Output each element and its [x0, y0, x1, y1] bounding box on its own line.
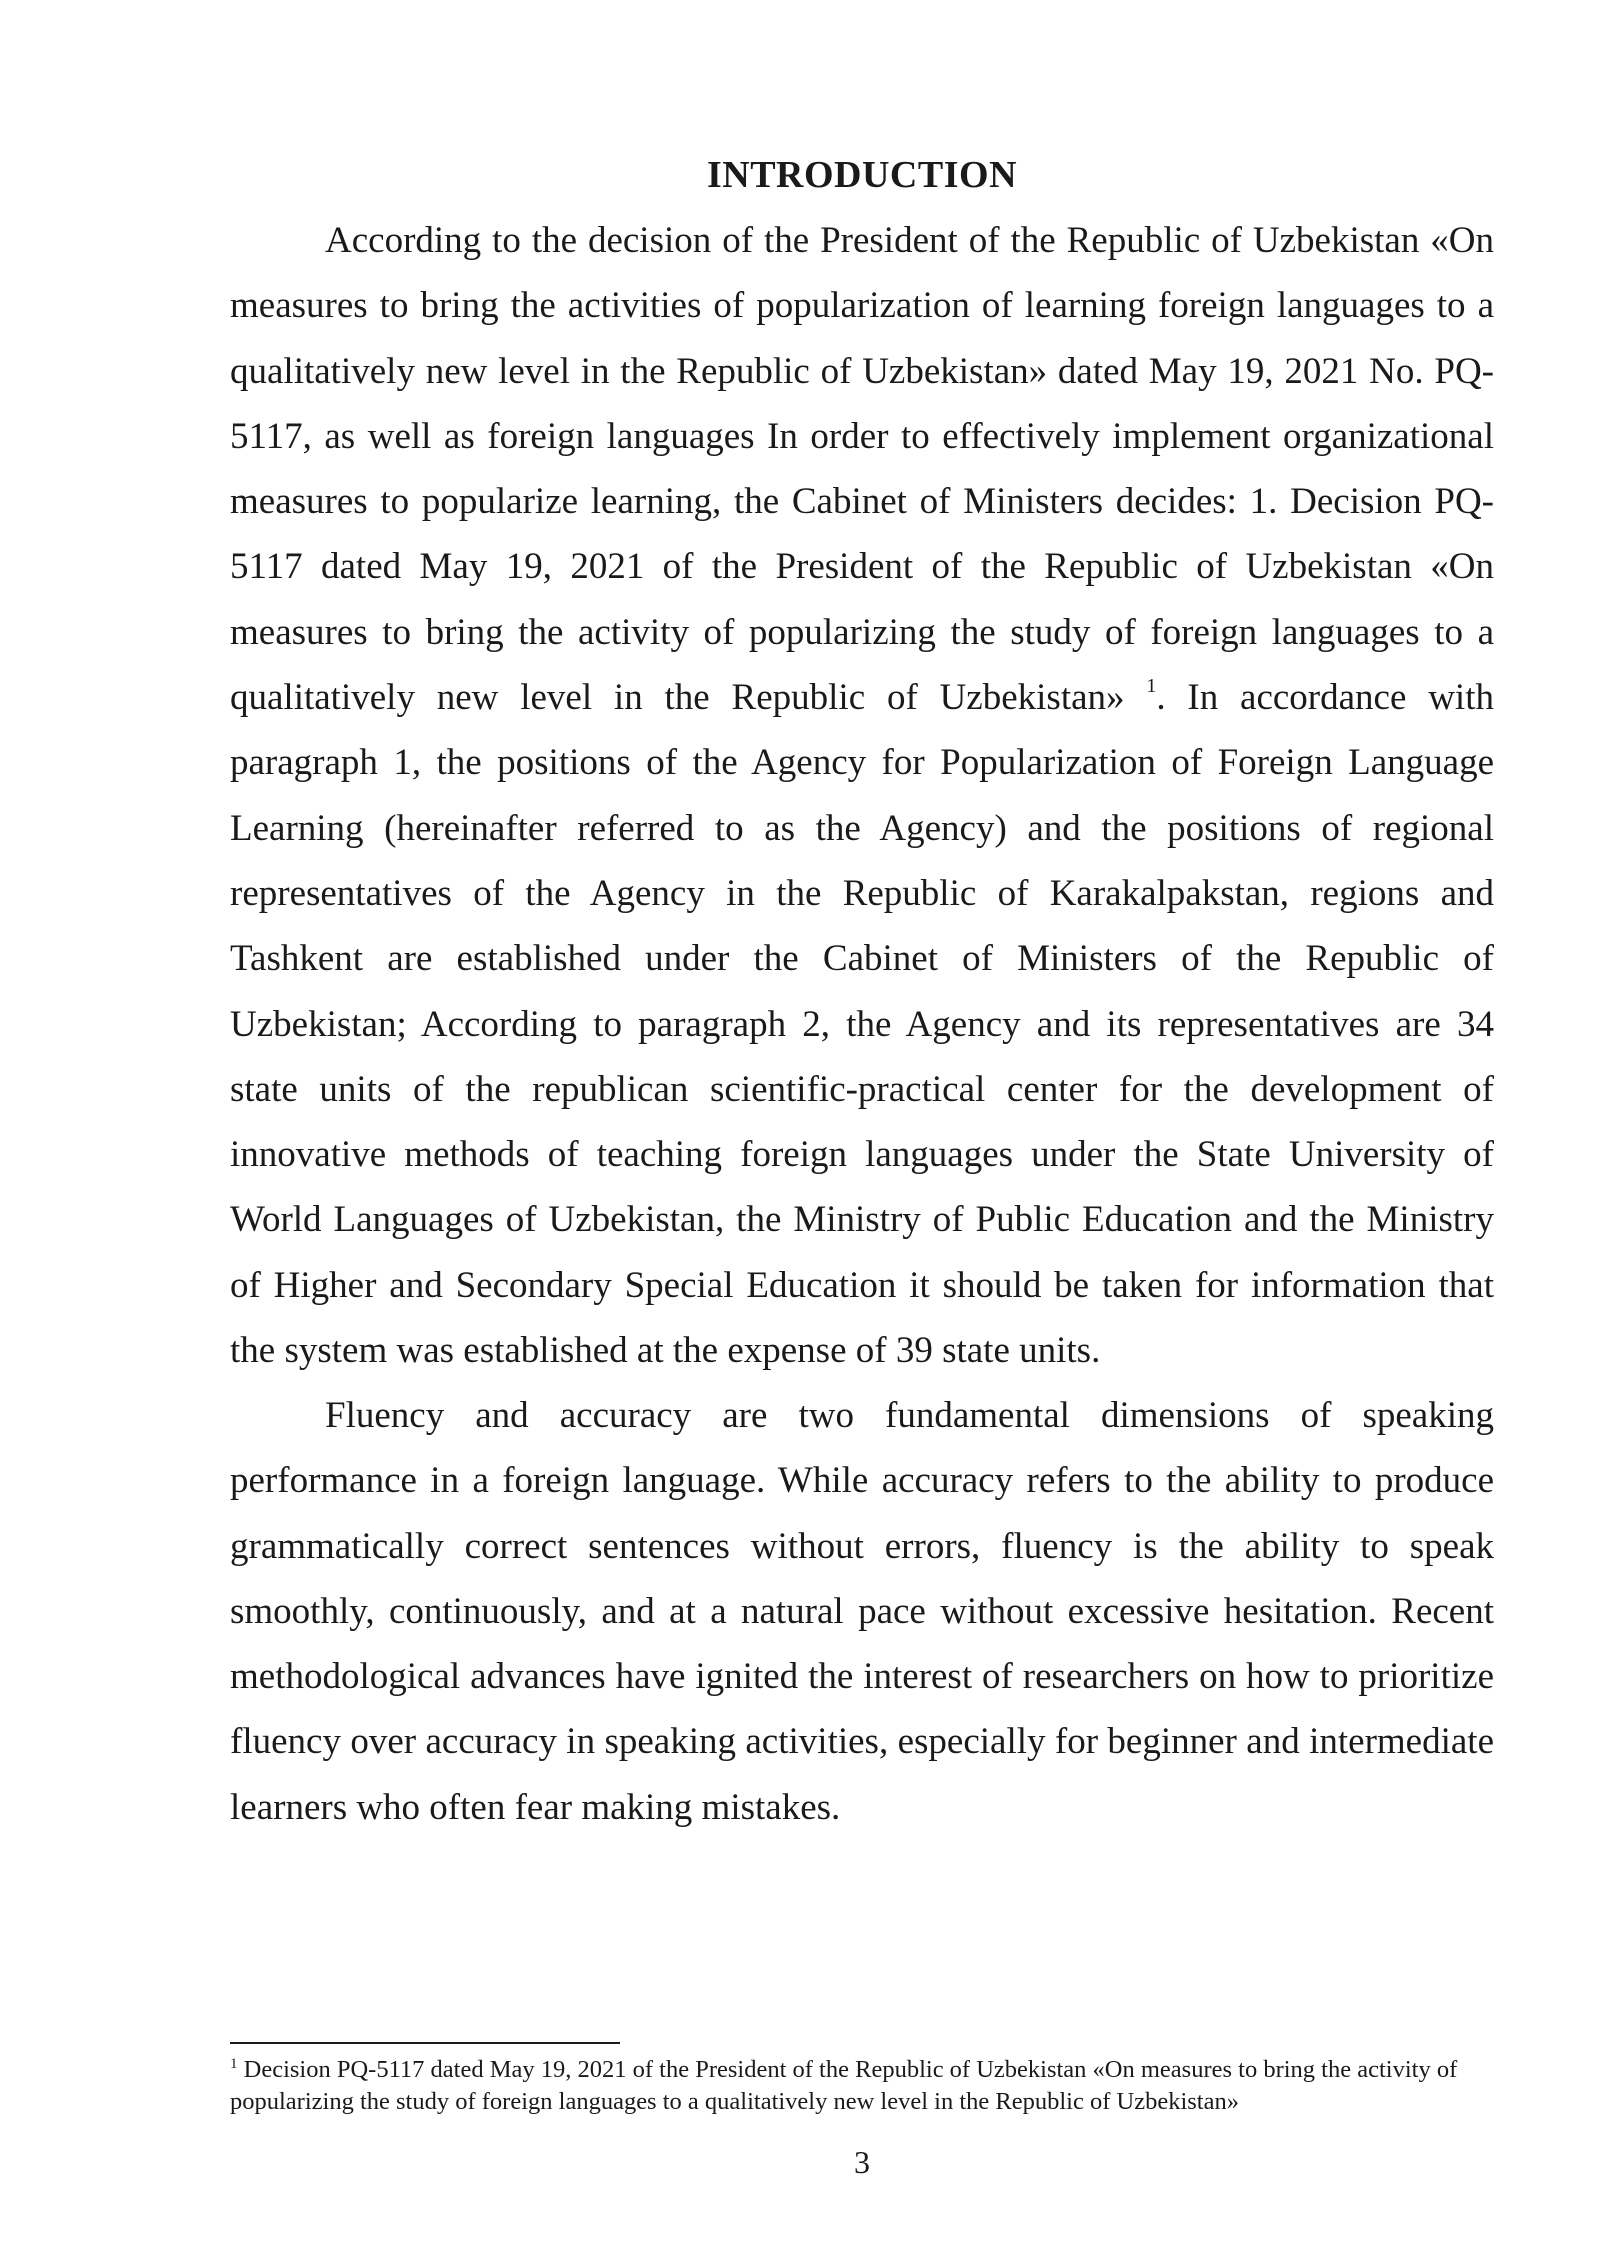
footnote-reference[interactable]: 1 [1146, 674, 1157, 697]
paragraph-1-text-continued: . In accordance with paragraph 1, the positions of the Agency for Popularization of Foreign Language Learning (hereinafter referred to as the Agency) and the positions of regional representatives of the Agency in the Republic of Karakalpakstan, regions and Tashkent are established under the Cabinet of Ministers of the Republic of Uzbekistan; According to paragraph 2, the Agency and its representatives are 34 state units of the republican scientific-practical center for the development of innovative methods of teaching foreign languages under the State University of World Languages of Uzbekistan, the Ministry of Public Education and the Ministry of Higher and Secondary Special Education it should be taken for information that the system was established at the expense of 39 state units. [230, 677, 1494, 1372]
footnote [230, 2054, 1494, 2118]
page-number: 3 [854, 2144, 870, 2180]
paragraph-2-text: Fluency and accuracy are two fundamental dimensions of speaking performance in a foreign language. While accuracy refers to the ability to produce grammatically correct sentences without errors, fluency is the ability to speak smoothly, continuously, and at a natural pace without excessive hesitation. Recent methodological advances have ignited the interest of researchers on how to prioritize fluency over accuracy in speaking activities, especially for beginner and intermediate learners who often fear making mistakes. [230, 1395, 1494, 1828]
footnote-number: 1 [230, 2055, 238, 2072]
footnote-separator [230, 2042, 620, 2044]
body-paragraph-2 [230, 1383, 1494, 1840]
body-paragraph-1 [230, 208, 1494, 1383]
footnote-text: Decision PQ-5117 dated May 19, 2021 of the President of the Republic of Uzbekistan «On measures to bring the activity of popularizing the study of foreign languages to a qualitatively new level in the Republic of Uzbekistan» [230, 2056, 1458, 2115]
paragraph-1-text: According to the decision of the President of the Republic of Uzbekistan «On measures to bring the activities of popularization of learning foreign languages to a qualitatively new level in the Republic of Uzbekistan» dated May 19, 2021 No. PQ-5117, as well as foreign languages In order to effectively implement organizational measures to popularize learning, the Cabinet of Ministers decides: 1. Decision PQ-5117 dated May 19, 2021 of the President of the Republic of Uzbekistan «On measures to bring the activity of popularizing the study of foreign languages to a qualitatively new level in the Republic of Uzbekistan» [230, 220, 1494, 719]
section-heading: INTRODUCTION [706, 154, 1018, 196]
